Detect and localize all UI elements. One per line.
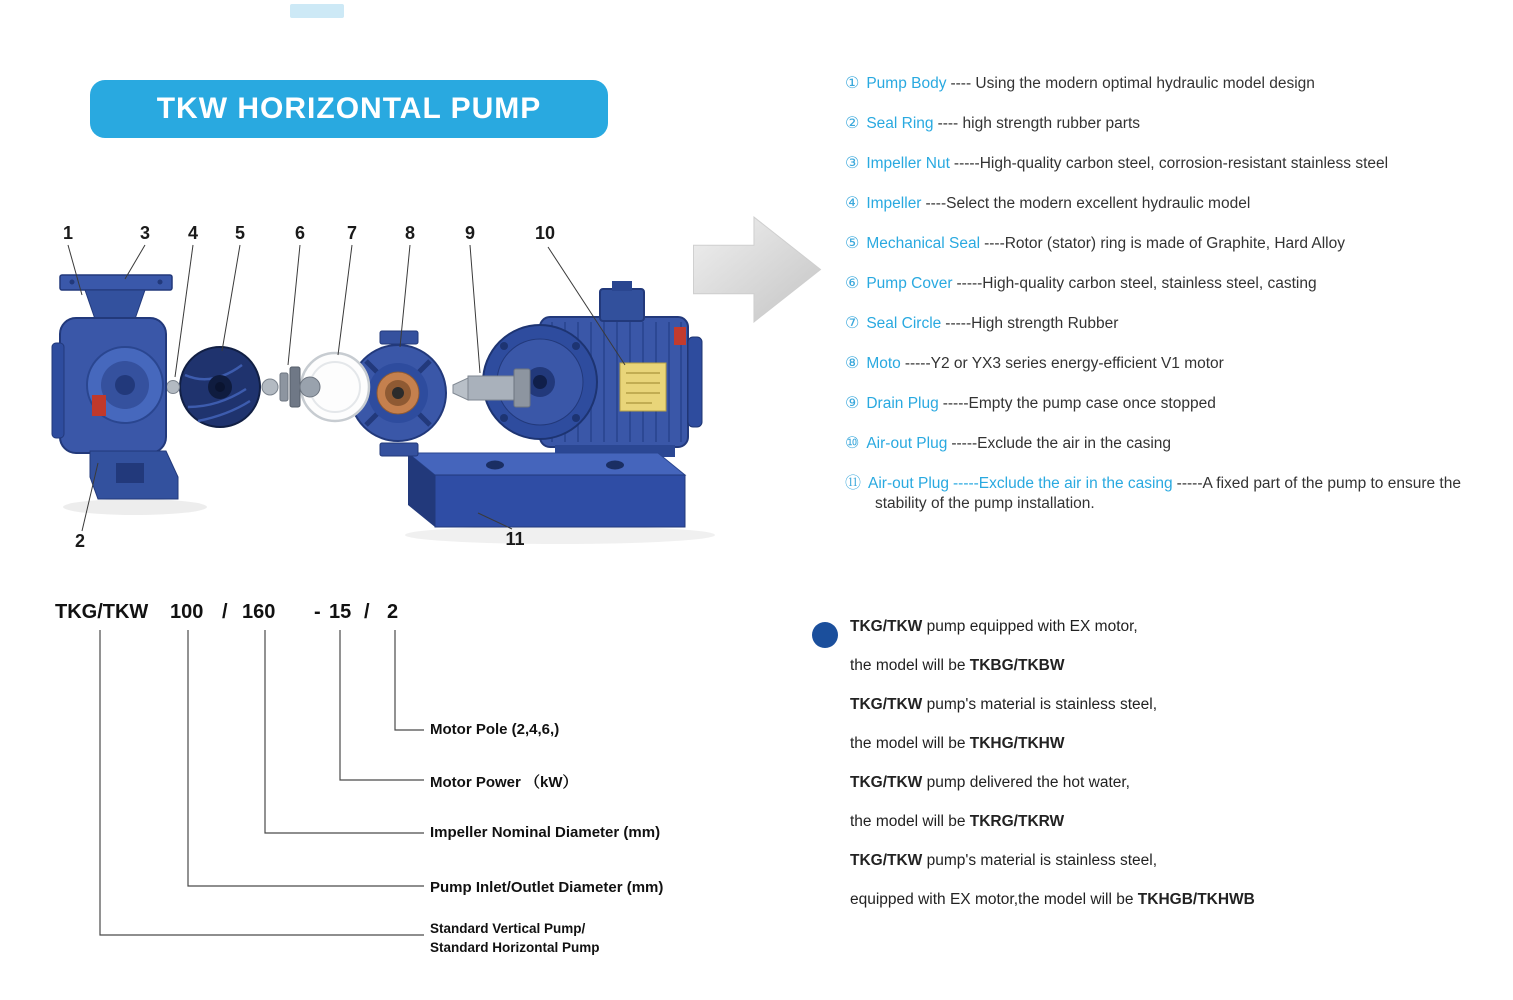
label-inlet-outlet: Pump Inlet/Outlet Diameter (mm)	[430, 879, 664, 896]
code-separator: -	[314, 601, 321, 623]
callout-3: 3	[139, 223, 151, 243]
note-bold: TKG/TKW	[850, 852, 923, 869]
impeller	[180, 347, 260, 427]
item-number: ⑨	[845, 395, 860, 412]
callout-10: 10	[534, 223, 556, 243]
callout-11: 11	[505, 529, 525, 549]
note-text: pump's material is stainless steel,	[922, 852, 1158, 869]
part-name: Pump Body	[866, 75, 947, 92]
part-description: -----Empty the pump case once stopped	[942, 395, 1216, 412]
pump-body	[52, 275, 178, 499]
legend-item-11	[845, 474, 1493, 514]
part-desc-blue: -----Exclude the air in the casing	[953, 475, 1173, 492]
item-number: ⑦	[845, 315, 860, 332]
note-text: pump's material is stainless steel,	[922, 696, 1158, 713]
code-series: TKG/TKW	[55, 601, 149, 623]
part-description: -----Exclude the air in the casing	[951, 435, 1171, 452]
note-text: pump delivered the hot water,	[922, 774, 1130, 791]
legend-item-1	[845, 74, 1493, 94]
part-description: -----Y2 or YX3 series energy-efficient V1 motor	[904, 355, 1224, 372]
legend-item-2	[845, 114, 1493, 134]
item-number: ⑧	[845, 355, 860, 372]
callout-4: 4	[187, 223, 199, 243]
legend-item-7	[845, 314, 1493, 334]
label-impeller-diameter: Impeller Nominal Diameter (mm)	[430, 824, 661, 841]
note-line-8	[850, 889, 1440, 911]
impeller-nut	[167, 381, 180, 394]
note-bold: TKHG/TKHW	[969, 735, 1065, 752]
note-bold: TKBG/TKBW	[969, 657, 1065, 674]
note-text: equipped with EX motor,the model will be	[850, 891, 1138, 908]
label-standard-line2: Standard Horizontal Pump	[430, 940, 600, 955]
note-line-4	[850, 733, 1440, 755]
parts-legend	[845, 74, 1493, 534]
page-title: TKW HORIZONTAL PUMP	[156, 92, 542, 125]
pump-shadow	[63, 499, 207, 515]
part-description: ---- high strength rubber parts	[937, 115, 1141, 132]
arrow-right-icon	[693, 207, 825, 333]
code-separator: /	[364, 601, 370, 623]
note-text: the model will be	[850, 657, 970, 674]
item-number: ⑥	[845, 275, 860, 292]
note-bold: TKG/TKW	[850, 774, 923, 791]
item-number: ①	[845, 75, 860, 92]
note-line-6	[850, 811, 1440, 833]
label-standard-pump	[430, 919, 600, 957]
part-name: Mechanical Seal	[866, 235, 981, 252]
part-name: Drain Plug	[866, 395, 939, 412]
item-number: ⑪	[845, 475, 862, 492]
motor-terminal-box	[600, 289, 644, 321]
legend-item-8	[845, 354, 1493, 374]
part-description: -----High-quality carbon steel, corrosion-resistant stainless steel	[953, 155, 1389, 172]
note-bold: TKG/TKW	[850, 696, 923, 713]
legend-item-4	[845, 194, 1493, 214]
code-motor-power: 15	[329, 601, 352, 623]
label-motor-power: Motor Power （kW）	[430, 774, 578, 791]
part-description: ----Select the modern excellent hydraulic model	[925, 195, 1251, 212]
part-name: Impeller Nut	[866, 155, 950, 172]
title-banner	[90, 80, 608, 138]
part-name: Seal Circle	[866, 315, 942, 332]
legend-item-9	[845, 394, 1493, 414]
part-name: Moto	[866, 355, 901, 372]
motor-red-tag	[674, 327, 686, 345]
part-name: Air-out Plug	[868, 475, 949, 492]
note-bold: TKRG/TKRW	[969, 813, 1065, 830]
note-text: the model will be	[850, 813, 970, 830]
callout-2: 2	[74, 531, 86, 551]
note-line-3	[850, 694, 1440, 716]
terminal-box-cap	[612, 281, 632, 291]
callout-5: 5	[234, 223, 246, 243]
item-number: ④	[845, 195, 860, 212]
callout-1: 1	[62, 223, 74, 243]
legend-item-10	[845, 434, 1493, 454]
code-impeller-diameter: 160	[242, 601, 276, 623]
pump-exploded-diagram	[40, 215, 740, 570]
legend-item-6	[845, 274, 1493, 294]
callout-8: 8	[404, 223, 416, 243]
part-description: ---- Using the modern optimal hydraulic model design	[950, 75, 1315, 92]
callout-9: 9	[464, 223, 476, 243]
code-separator: /	[222, 601, 228, 623]
base-shadow	[405, 526, 715, 544]
part-name: Air-out Plug	[866, 435, 948, 452]
item-number: ③	[845, 155, 860, 172]
label-standard-line1: Standard Vertical Pump/	[430, 921, 586, 936]
pump-red-tag	[92, 395, 106, 416]
model-code-leader-lines	[0, 628, 760, 978]
part-name: Pump Cover	[866, 275, 953, 292]
part-name: Seal Ring	[866, 115, 934, 132]
item-number: ②	[845, 115, 860, 132]
callout-6: 6	[294, 223, 306, 243]
motor-rear-cap	[688, 337, 702, 427]
bullet-icon	[812, 622, 838, 648]
part-description: -----High-quality carbon steel, stainless steel, casting	[956, 275, 1317, 292]
label-motor-pole: Motor Pole (2,4,6,)	[430, 721, 560, 738]
model-variant-notes	[850, 616, 1440, 928]
code-motor-pole: 2	[387, 601, 399, 623]
part-description: -----High strength Rubber	[945, 315, 1119, 332]
note-line-7	[850, 850, 1440, 872]
note-bold: TKG/TKW	[850, 618, 923, 635]
legend-item-5	[845, 234, 1493, 254]
callout-7: 7	[346, 223, 358, 243]
note-text: the model will be	[850, 735, 970, 752]
note-line-5	[850, 772, 1440, 794]
item-number: ⑩	[845, 435, 860, 452]
note-line-1	[850, 616, 1440, 638]
part-description: ----Rotor (stator) ring is made of Graphite, Hard Alloy	[984, 235, 1345, 252]
code-inlet-outlet: 100	[170, 601, 204, 623]
note-bold: TKHGB/TKHWB	[1137, 891, 1255, 908]
item-number: ⑤	[845, 235, 860, 252]
base-plate	[408, 453, 685, 527]
legend-item-3	[845, 154, 1493, 174]
note-text: pump equipped with EX motor,	[922, 618, 1138, 635]
note-line-2	[850, 655, 1440, 677]
decorative-bar	[290, 4, 344, 18]
part-name: Impeller	[866, 195, 922, 212]
motor-nameplate	[620, 363, 666, 411]
part-description: -----A fixed part of the pump to ensure the stability of the pump installation.	[875, 475, 1461, 512]
